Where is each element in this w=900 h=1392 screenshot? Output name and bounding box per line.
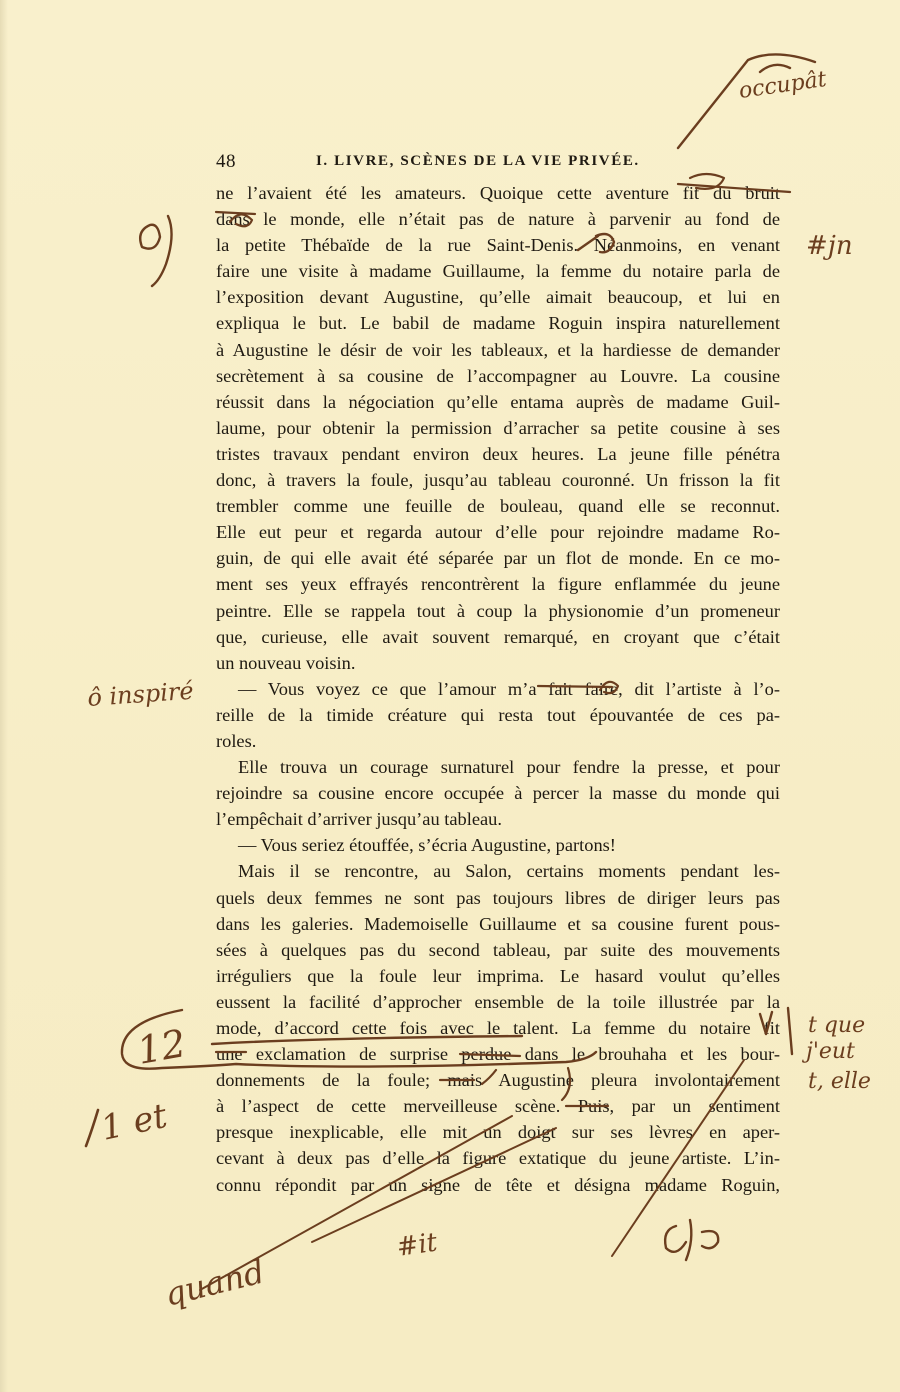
annotation-occupat: occupât bbox=[737, 66, 829, 104]
text-line: roles. bbox=[216, 730, 257, 751]
text-line: laume, pour obtenir la permission d’arracher sa petite cousine à ses bbox=[216, 417, 780, 438]
text-line: — Vous seriez étouffée, s’écria Augustine, partons! bbox=[238, 835, 616, 856]
text-line: faire une visite à madame Guillaume, la femme du notaire parla de bbox=[216, 261, 780, 282]
text-line: guin, de qui elle avait été séparée par un flot de monde. En ce mo- bbox=[216, 548, 780, 569]
text-line: une exclamation de surprise perdue dans le brouhaha et les bour- bbox=[216, 1044, 780, 1065]
annotation-1-et: 1 et bbox=[97, 1095, 171, 1149]
text-line: Elle trouva un courage surnaturel pour fendre la presse, et pour bbox=[238, 757, 780, 778]
text-line: réussit dans la négociation qu’elle entama auprès de madame Guil- bbox=[216, 391, 780, 412]
annotation-t-elle: t, elle bbox=[808, 1069, 871, 1094]
proof-mark-top-right bbox=[678, 54, 815, 148]
annotation-o-inspire: ô inspiré bbox=[86, 676, 195, 712]
text-line: rejoindre sa cousine encore occupée à percer la masse du monde qui bbox=[216, 783, 780, 804]
text-line: ne l’avaient été les amateurs. Quoique cette aventure fit du bruit bbox=[216, 183, 780, 203]
annotation-12: 12 bbox=[133, 1021, 190, 1073]
text-line: trembler comme une feuille de bouleau, quand elle se reconnut. bbox=[216, 496, 780, 517]
annotation-hit: #it bbox=[394, 1227, 440, 1263]
text-line: sées à quelques pas du second tableau, par suite des mouvements bbox=[216, 939, 780, 960]
text-line: un nouveau voisin. bbox=[216, 652, 356, 673]
text-line: dans les galeries. Mademoiselle Guillaume et sa cousine furent pous- bbox=[216, 913, 780, 934]
text-line: donc, à travers la foule, jusqu’au tableau couronné. Un frisson la fit bbox=[216, 470, 780, 491]
text-line: que, curieuse, elle avait souvent remarqué, en croyant que c’était bbox=[216, 626, 780, 647]
page-header bbox=[216, 151, 686, 175]
annotation-bottom-right-mark bbox=[665, 1220, 718, 1260]
text-line: tristes travaux pendant environ deux heures. La jeune fille pénétra bbox=[216, 443, 780, 464]
text-line: secrètement à sa cousine de l’accompagner au Louvre. La cousine bbox=[216, 365, 780, 386]
text-line: presque inexplicable, elle mit un doigt sur ses lèvres en aper- bbox=[216, 1122, 780, 1143]
text-line: à Augustine le désir de voir les tableaux, et la hardiesse de demander bbox=[216, 339, 780, 360]
text-line: expliqua le but. Le babil de madame Roguin inspira naturellement bbox=[216, 313, 780, 334]
right-margin-tick bbox=[788, 1008, 792, 1054]
text-line: connu répondit par un signe de tête et désigna madame Roguin, bbox=[216, 1174, 780, 1195]
text-line: cevant à deux pas d’elle la figure extatique du jeune artiste. L’in- bbox=[216, 1148, 780, 1169]
text-line: dans le monde, elle n’était pas de nature à parvenir au fond de bbox=[216, 209, 780, 230]
annotation-quand: quand bbox=[160, 1252, 269, 1314]
text-line: reille de la timide créature qui resta tout épouvantée de ces pa- bbox=[216, 704, 780, 725]
text-line: ment ses yeux effrayés rencontrèrent la figure enflammée du jeune bbox=[216, 574, 780, 595]
text-line: l’empêchait d’arriver jusqu’au tableau. bbox=[216, 809, 502, 830]
text-line: l’exposition devant Augustine, qu’elle aimait beaucoup, et lui en bbox=[216, 287, 780, 308]
annotation-t-que: t que bbox=[808, 1013, 866, 1038]
text-line: Elle eut peur et regarda autour d’elle pour rejoindre madame Ro- bbox=[216, 522, 780, 543]
text-line: peintre. Elle se rappela tout à coup la physionomie d’un promeneur bbox=[216, 600, 780, 621]
text-line: quels deux femmes ne sont pas toujours libres de diriger leurs pas bbox=[216, 887, 780, 908]
running-head: I. LIVRE, SCÈNES DE LA VIE PRIVÉE. bbox=[316, 153, 640, 169]
text-line: irréguliers que la foule leur imprima. Le hasard voulut qu’elles bbox=[216, 965, 780, 986]
text-line: — Vous voyez ce que l’amour m’a fait faire, dit l’artiste à l’o- bbox=[238, 678, 780, 699]
text-line: mode, d’accord cette fois avec le talent. La femme du notaire fit bbox=[216, 1018, 780, 1038]
body-text bbox=[216, 180, 780, 1198]
proof-mark-o-left bbox=[140, 216, 171, 286]
page-number: 48 bbox=[216, 151, 236, 172]
text-line: Mais il se rencontre, au Salon, certains moments pendant les- bbox=[238, 861, 780, 882]
text-line: eussent la facilité d’approcher ensemble de la toile illustrée par la bbox=[216, 991, 780, 1012]
text-line: donnements de la foule; mais Augustine pleura involontairement bbox=[216, 1070, 780, 1091]
annotation-jeut: j'eut bbox=[806, 1039, 855, 1064]
text-line: à l’aspect de cette merveilleuse scène. Puis, par un sentiment bbox=[216, 1096, 780, 1117]
annotation-jn: #jn bbox=[806, 231, 853, 261]
text-line: la petite Thébaïde de la rue Saint-Denis. Néanmoins, en venant bbox=[216, 235, 780, 256]
left-margin-stroke bbox=[86, 1110, 98, 1146]
page-edge-shadow bbox=[0, 0, 8, 1392]
